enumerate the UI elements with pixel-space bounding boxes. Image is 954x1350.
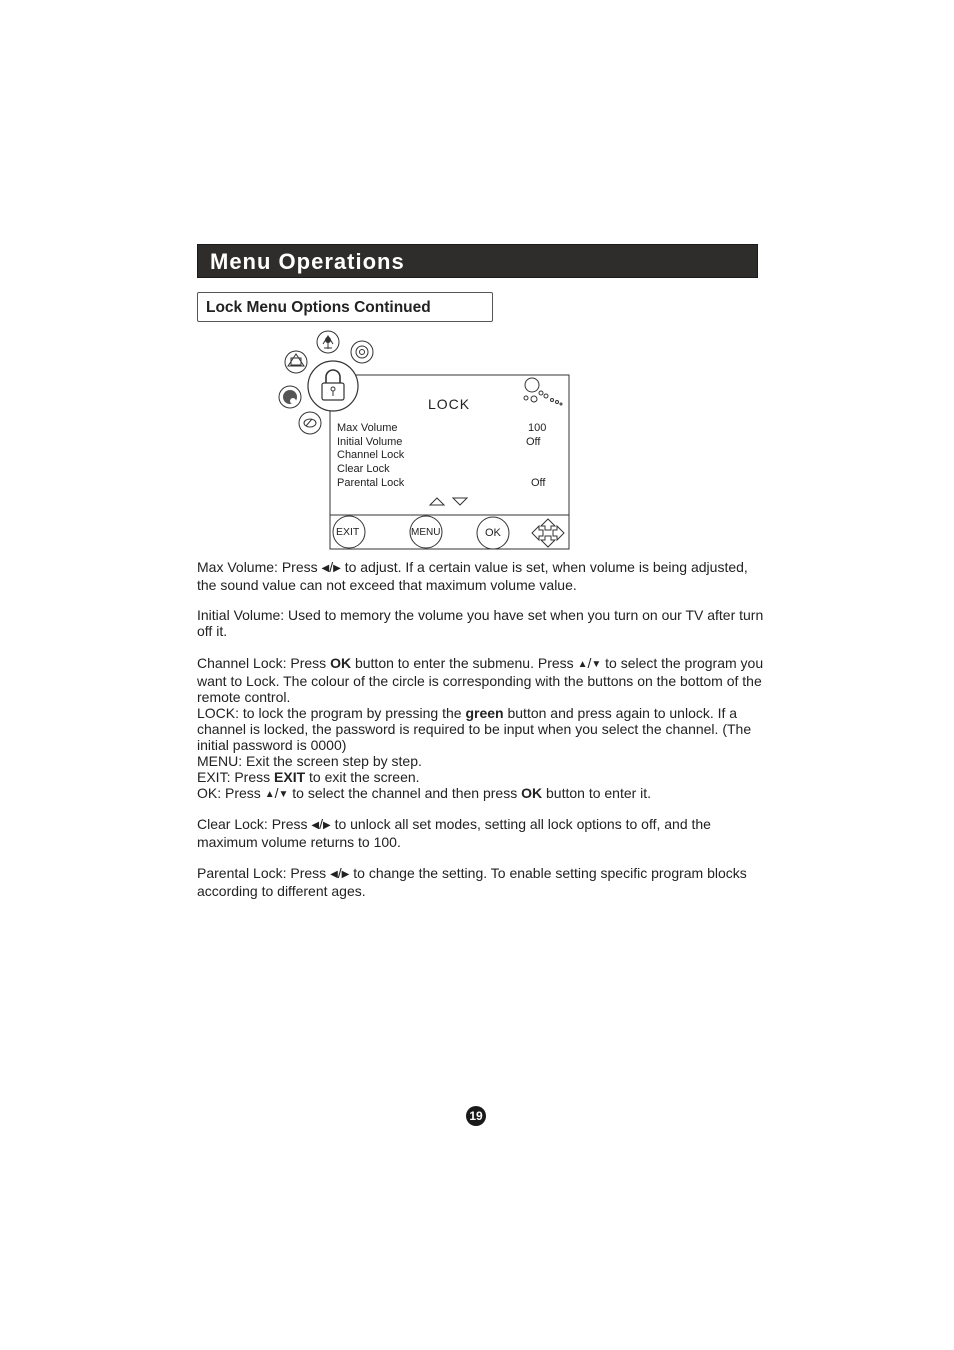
lock-menu-diagram	[276, 328, 576, 554]
menu-button-label: MENU	[411, 527, 441, 538]
left-triangle-icon: ◀	[330, 869, 338, 880]
section-title: Lock Menu Options Continued	[206, 299, 431, 316]
osd-item-value: Off	[526, 436, 541, 448]
header-bar	[197, 244, 758, 278]
channel-lock-paragraph: Channel Lock: Press OK button to enter the submenu. Press ▲/▼ to select the program you want to Lock. The colour of the circle is corresponding with the buttons on the bottom of the remote control. LOCK: to lock the program by pressing the green button and press again to unlock. If a channel is locked, the password is required to be input when you select the channel. (The initial password is 0000) MENU: Exit the screen step by step. EXIT: Press EXIT to exit the screen. OK: Press ▲/▼ to select the channel and then press OK button to enter it.	[197, 655, 764, 801]
right-triangle-icon: ▶	[322, 820, 331, 831]
osd-item-label: Parental Lock	[337, 477, 405, 489]
clear-lock-paragraph: Clear Lock: Press ◀/▶ to unlock all set modes, setting all lock options to off, and the maximum volume returns to 100.	[197, 816, 711, 850]
osd-item-label: Clear Lock	[337, 463, 390, 475]
parental-lock-paragraph: Parental Lock: Press ◀/▶ to change the setting. To enable setting specific program blocks according to different ages.	[197, 865, 747, 899]
osd-menu-title: LOCK	[428, 396, 471, 412]
section-box	[197, 292, 493, 322]
osd-item-value: Off	[531, 477, 546, 489]
ok-button[interactable]	[477, 517, 509, 549]
osd-item-label: Channel Lock	[337, 449, 405, 461]
osd-item-label: Max Volume	[337, 422, 398, 434]
exit-button[interactable]	[333, 516, 365, 548]
audio-icon	[317, 331, 339, 353]
max-volume-paragraph: Max Volume: Press ◀/▶ to adjust. If a certain value is set, when volume is being adjusted, the sound value can not exceed that maximum volume value.	[197, 559, 748, 593]
lock-icon	[308, 361, 358, 411]
initial-volume-paragraph: Initial Volume: Used to memory the volume you have set when you turn on our TV after turn off it.	[197, 607, 764, 639]
page-title: Menu Operations	[210, 249, 405, 274]
right-triangle-icon: ▶	[341, 869, 350, 880]
feature-icon	[299, 412, 321, 434]
exit-button-label: EXIT	[336, 526, 360, 538]
settings-icon	[351, 341, 373, 363]
left-triangle-icon: ◀	[311, 820, 320, 831]
picture-icon	[285, 351, 307, 373]
down-triangle-icon: ▼	[591, 659, 602, 670]
down-triangle-icon: ▼	[278, 789, 289, 800]
tv-icon	[279, 386, 301, 408]
page-number: 19	[466, 1106, 486, 1126]
up-triangle-icon: ▲	[577, 659, 588, 670]
osd-item-value: 100	[528, 422, 547, 434]
right-triangle-icon: ▶	[333, 563, 341, 574]
menu-button[interactable]	[410, 516, 442, 548]
up-triangle-icon: ▲	[264, 789, 275, 800]
osd-item-label: Initial Volume	[337, 436, 403, 448]
left-triangle-icon: ◀	[321, 563, 330, 574]
ok-button-label: OK	[485, 527, 501, 539]
